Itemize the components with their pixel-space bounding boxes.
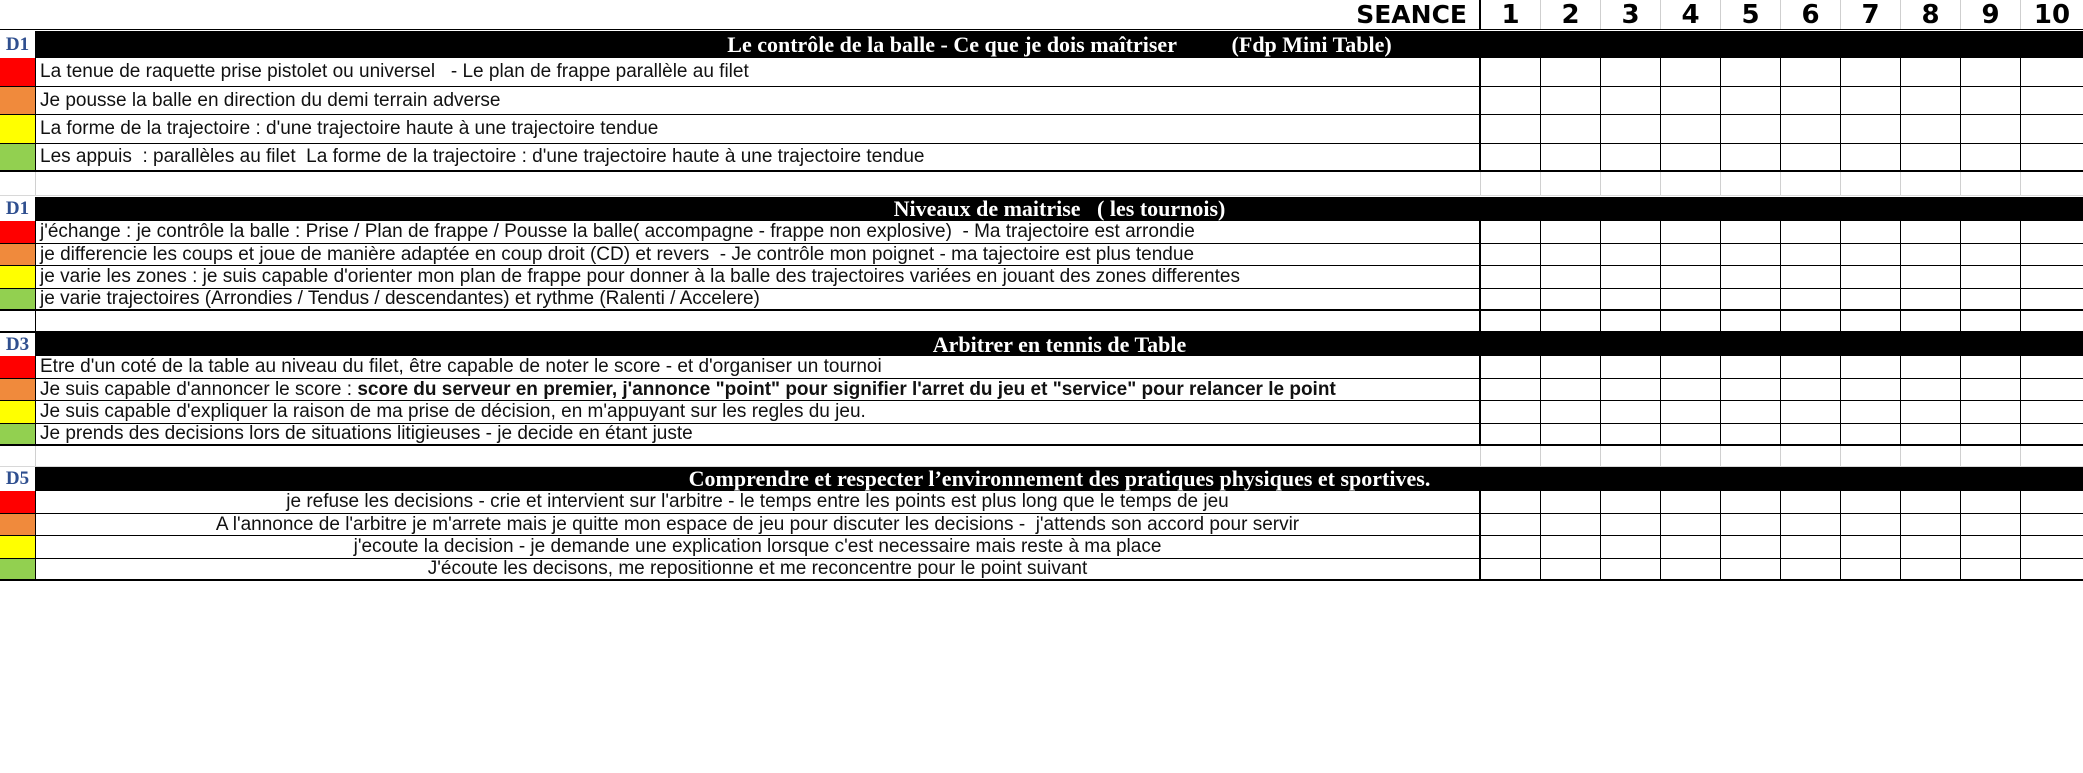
criterion-label: Je suis capable d'annoncer le score :	[40, 378, 358, 400]
session-checkbox-8[interactable]	[1901, 172, 1961, 195]
session-checkbox-4[interactable]	[1661, 221, 1721, 243]
session-checkbox-6[interactable]	[1781, 514, 1841, 536]
session-checkbox-4[interactable]	[1661, 514, 1721, 536]
session-checkbox-2[interactable]	[1541, 401, 1601, 423]
session-checkbox-5[interactable]	[1721, 491, 1781, 513]
criterion-emphasis: score du serveur en premier, j'annonce "point" pour signifier l'arret du jeu et "service" pour relancer le point	[357, 378, 1336, 400]
session-checkbox-8[interactable]	[1901, 356, 1961, 378]
session-checkbox-1[interactable]	[1481, 559, 1541, 580]
session-checkbox-8[interactable]	[1901, 446, 1961, 466]
session-checkbox-7[interactable]	[1841, 221, 1901, 243]
section-header	[0, 31, 2083, 58]
session-checkbox-6[interactable]	[1781, 115, 1841, 143]
session-checkbox-10[interactable]	[2021, 144, 2083, 171]
session-checkbox-9[interactable]	[1961, 244, 2021, 266]
session-checkbox-6[interactable]	[1781, 491, 1841, 513]
criterion-text	[36, 144, 1481, 171]
level-indicator-yellow	[0, 115, 36, 143]
session-checkbox-6[interactable]	[1781, 58, 1841, 86]
session-checkbox-1[interactable]	[1481, 266, 1541, 288]
level-indicator-orange	[0, 244, 36, 266]
session-checkbox-5[interactable]	[1721, 115, 1781, 143]
session-checkbox-8[interactable]	[1901, 266, 1961, 288]
level-indicator-red	[0, 221, 36, 243]
section-header	[0, 197, 2083, 221]
section-code: D5	[0, 467, 36, 491]
session-checkbox-7[interactable]	[1841, 491, 1901, 513]
session-checkbox-5[interactable]	[1721, 172, 1781, 195]
session-checkbox-10[interactable]	[2021, 356, 2083, 378]
spacer-row	[0, 311, 2083, 333]
session-number: 8	[1901, 0, 1961, 29]
criterion-text	[36, 379, 1481, 401]
level-indicator-red	[0, 491, 36, 513]
session-checkbox-8[interactable]	[1901, 144, 1961, 171]
section-header	[0, 333, 2083, 356]
session-checkbox-3[interactable]	[1601, 172, 1661, 195]
session-checkbox-4[interactable]	[1661, 559, 1721, 580]
session-checkbox-5[interactable]	[1721, 559, 1781, 580]
session-checkbox-1[interactable]	[1481, 401, 1541, 423]
session-checkbox-2[interactable]	[1541, 559, 1601, 580]
level-indicator-red	[0, 356, 36, 378]
session-number: 4	[1661, 0, 1721, 29]
session-checkbox-10[interactable]	[2021, 379, 2083, 401]
session-checkbox-6[interactable]	[1781, 311, 1841, 331]
session-checkbox-2[interactable]	[1541, 266, 1601, 288]
criterion-row	[0, 424, 2083, 447]
session-checkbox-10[interactable]	[2021, 401, 2083, 423]
spacer-text	[36, 311, 1481, 331]
session-checkbox-3[interactable]	[1601, 244, 1661, 266]
session-checkbox-4[interactable]	[1661, 144, 1721, 171]
session-checkbox-5[interactable]	[1721, 356, 1781, 378]
session-checkbox-2[interactable]	[1541, 356, 1601, 378]
session-checkbox-4[interactable]	[1661, 115, 1721, 143]
section-code: D1	[0, 31, 36, 58]
session-checkbox-9[interactable]	[1961, 58, 2021, 86]
session-number: 5	[1721, 0, 1781, 29]
session-checkbox-7[interactable]	[1841, 144, 1901, 171]
session-checkbox-10[interactable]	[2021, 514, 2083, 536]
level-indicator-yellow	[0, 401, 36, 423]
criterion-label: je differencie les coups et joue de manière adaptée en coup droit (CD) et revers - Je contrôle mon poignet - ma tajectoire est plus tendue	[40, 243, 1195, 265]
session-checkbox-4[interactable]	[1661, 172, 1721, 195]
session-checkbox-8[interactable]	[1901, 559, 1961, 580]
criterion-label: je varie trajectoires (Arrondies / Tendus / descendantes) et rythme (Ralenti / Accelere)	[40, 288, 760, 309]
session-checkbox-9[interactable]	[1961, 424, 2021, 445]
session-checkbox-5[interactable]	[1721, 266, 1781, 288]
session-checkbox-10[interactable]	[2021, 244, 2083, 266]
criterion-label: La forme de la trajectoire : d'une trajectoire haute à une trajectoire tendue	[40, 118, 659, 140]
session-checkbox-9[interactable]	[1961, 536, 2021, 558]
session-checkbox-10[interactable]	[2021, 115, 2083, 143]
session-checkbox-6[interactable]	[1781, 144, 1841, 171]
session-checkbox-2[interactable]	[1541, 244, 1601, 266]
criterion-text	[36, 491, 1481, 513]
spacer-indicator	[0, 311, 36, 331]
session-checkbox-8[interactable]	[1901, 311, 1961, 331]
session-checkbox-4[interactable]	[1661, 311, 1721, 331]
session-checkbox-10[interactable]	[2021, 446, 2083, 466]
session-number: 3	[1601, 0, 1661, 29]
criterion-label: Les appuis : parallèles au filet La forme de la trajectoire : d'une trajectoire haute à une trajectoire tendue	[40, 146, 925, 168]
session-checkbox-5[interactable]	[1721, 424, 1781, 445]
session-number: 9	[1961, 0, 2021, 29]
session-checkbox-8[interactable]	[1901, 424, 1961, 445]
session-checkbox-5[interactable]	[1721, 58, 1781, 86]
level-indicator-orange	[0, 87, 36, 115]
session-checkbox-7[interactable]	[1841, 289, 1901, 310]
session-checkbox-4[interactable]	[1661, 446, 1721, 466]
session-checkbox-7[interactable]	[1841, 379, 1901, 401]
session-checkbox-7[interactable]	[1841, 536, 1901, 558]
session-checkbox-7[interactable]	[1841, 87, 1901, 115]
level-indicator-yellow	[0, 266, 36, 288]
session-checkbox-9[interactable]	[1961, 221, 2021, 243]
criterion-row	[0, 514, 2083, 537]
session-checkbox-1[interactable]	[1481, 491, 1541, 513]
section-code: D3	[0, 333, 36, 356]
spacer-indicator	[0, 446, 36, 466]
session-checkbox-7[interactable]	[1841, 401, 1901, 423]
session-checkbox-9[interactable]	[1961, 311, 2021, 331]
criterion-text	[36, 289, 1481, 310]
criterion-label: je refuse les decisions - crie et intervient sur l'arbitre - le temps entre les points est plus long que le temps de jeu	[286, 491, 1229, 513]
session-number: 6	[1781, 0, 1841, 29]
session-checkbox-9[interactable]	[1961, 115, 2021, 143]
level-indicator-green	[0, 559, 36, 580]
session-checkbox-5[interactable]	[1721, 379, 1781, 401]
session-checkbox-10[interactable]	[2021, 536, 2083, 558]
session-checkbox-2[interactable]	[1541, 491, 1601, 513]
criterion-label: j'échange : je contrôle la balle : Prise / Plan de frappe / Pousse la balle( accompagne - frappe non explosive) - Ma trajectoire est arrondie	[40, 221, 1195, 243]
session-checkbox-4[interactable]	[1661, 401, 1721, 423]
session-checkbox-9[interactable]	[1961, 144, 2021, 171]
session-checkbox-9[interactable]	[1961, 401, 2021, 423]
session-checkbox-5[interactable]	[1721, 311, 1781, 331]
session-checkbox-8[interactable]	[1901, 115, 1961, 143]
session-checkbox-1[interactable]	[1481, 221, 1541, 243]
session-checkbox-8[interactable]	[1901, 401, 1961, 423]
session-checkbox-9[interactable]	[1961, 289, 2021, 310]
session-checkbox-1[interactable]	[1481, 311, 1541, 331]
criterion-row	[0, 221, 2083, 244]
session-checkbox-1[interactable]	[1481, 115, 1541, 143]
session-checkbox-7[interactable]	[1841, 311, 1901, 331]
session-checkbox-8[interactable]	[1901, 289, 1961, 310]
criterion-row	[0, 379, 2083, 402]
session-checkbox-3[interactable]	[1601, 266, 1661, 288]
session-checkbox-5[interactable]	[1721, 87, 1781, 115]
session-checkbox-3[interactable]	[1601, 424, 1661, 445]
session-checkbox-7[interactable]	[1841, 559, 1901, 580]
session-checkbox-2[interactable]	[1541, 514, 1601, 536]
level-indicator-green	[0, 424, 36, 445]
session-checkbox-10[interactable]	[2021, 311, 2083, 331]
criterion-text	[36, 514, 1481, 536]
session-checkbox-4[interactable]	[1661, 491, 1721, 513]
session-checkbox-2[interactable]	[1541, 221, 1601, 243]
session-checkbox-5[interactable]	[1721, 144, 1781, 171]
session-checkbox-6[interactable]	[1781, 221, 1841, 243]
session-checkbox-6[interactable]	[1781, 446, 1841, 466]
session-checkbox-10[interactable]	[2021, 559, 2083, 580]
criterion-text	[36, 115, 1481, 143]
session-checkbox-7[interactable]	[1841, 266, 1901, 288]
criterion-row	[0, 491, 2083, 514]
session-checkbox-1[interactable]	[1481, 356, 1541, 378]
criterion-text	[36, 536, 1481, 558]
session-checkbox-9[interactable]	[1961, 87, 2021, 115]
section-title: Le contrôle de la balle - Ce que je dois maîtriser (Fdp Mini Table)	[36, 31, 2083, 58]
session-checkbox-4[interactable]	[1661, 379, 1721, 401]
session-checkbox-10[interactable]	[2021, 289, 2083, 310]
criterion-text	[36, 424, 1481, 445]
criterion-label: Je suis capable d'expliquer la raison de ma prise de décision, en m'appuyant sur les regles du jeu.	[40, 401, 866, 423]
session-checkbox-4[interactable]	[1661, 356, 1721, 378]
level-indicator-yellow	[0, 536, 36, 558]
session-checkbox-2[interactable]	[1541, 379, 1601, 401]
session-checkbox-3[interactable]	[1601, 559, 1661, 580]
session-checkbox-10[interactable]	[2021, 58, 2083, 86]
session-checkbox-6[interactable]	[1781, 172, 1841, 195]
session-number: 7	[1841, 0, 1901, 29]
session-checkbox-6[interactable]	[1781, 266, 1841, 288]
session-checkbox-2[interactable]	[1541, 172, 1601, 195]
criterion-row	[0, 87, 2083, 116]
spacer-indicator	[0, 172, 36, 195]
session-checkbox-8[interactable]	[1901, 244, 1961, 266]
session-checkbox-5[interactable]	[1721, 446, 1781, 466]
session-checkbox-3[interactable]	[1601, 401, 1661, 423]
criterion-row	[0, 266, 2083, 289]
session-checkbox-8[interactable]	[1901, 514, 1961, 536]
session-checkbox-4[interactable]	[1661, 87, 1721, 115]
session-checkbox-1[interactable]	[1481, 144, 1541, 171]
session-checkbox-1[interactable]	[1481, 289, 1541, 310]
session-checkbox-3[interactable]	[1601, 379, 1661, 401]
session-checkbox-1[interactable]	[1481, 58, 1541, 86]
session-checkbox-3[interactable]	[1601, 491, 1661, 513]
session-checkbox-4[interactable]	[1661, 424, 1721, 445]
session-checkbox-7[interactable]	[1841, 244, 1901, 266]
session-checkbox-4[interactable]	[1661, 58, 1721, 86]
criterion-label: Je pousse la balle en direction du demi terrain adverse	[40, 89, 501, 111]
session-checkbox-6[interactable]	[1781, 559, 1841, 580]
spacer-row	[0, 172, 2083, 196]
session-checkbox-9[interactable]	[1961, 491, 2021, 513]
session-checkbox-5[interactable]	[1721, 514, 1781, 536]
session-checkbox-8[interactable]	[1901, 221, 1961, 243]
criterion-label: je varie les zones : je suis capable d'orienter mon plan de frappe pour donner à la balle des trajectoires variées en jouant des zones differentes	[40, 266, 1240, 288]
session-checkbox-1[interactable]	[1481, 172, 1541, 195]
session-checkbox-8[interactable]	[1901, 491, 1961, 513]
criterion-text	[36, 58, 1481, 86]
criterion-text	[36, 244, 1481, 266]
session-checkbox-3[interactable]	[1601, 221, 1661, 243]
criterion-row	[0, 244, 2083, 267]
session-number: 10	[2033, 0, 2071, 30]
level-indicator-red	[0, 58, 36, 86]
criterion-row	[0, 356, 2083, 379]
session-checkbox-10[interactable]	[2021, 87, 2083, 115]
criterion-row	[0, 401, 2083, 424]
session-checkbox-9[interactable]	[1961, 379, 2021, 401]
session-checkbox-6[interactable]	[1781, 356, 1841, 378]
session-checkbox-6[interactable]	[1781, 289, 1841, 310]
criterion-label: Etre d'un coté de la table au niveau du filet, être capable de noter le score - et d'organiser un tournoi	[40, 356, 882, 378]
session-checkbox-3[interactable]	[1601, 536, 1661, 558]
session-checkbox-1[interactable]	[1481, 244, 1541, 266]
session-checkbox-7[interactable]	[1841, 446, 1901, 466]
session-checkbox-1[interactable]	[1481, 536, 1541, 558]
section-title: Niveaux de maitrise ( les tournois)	[36, 197, 2083, 221]
session-checkbox-1[interactable]	[1481, 424, 1541, 445]
criterion-label: Je prends des decisions lors de situations litigieuses - je decide en étant juste	[40, 423, 693, 444]
section-header	[0, 467, 2083, 491]
session-checkbox-5[interactable]	[1721, 289, 1781, 310]
session-checkbox-4[interactable]	[1661, 266, 1721, 288]
session-checkbox-2[interactable]	[1541, 289, 1601, 310]
session-checkbox-2[interactable]	[1541, 58, 1601, 86]
session-checkbox-9[interactable]	[1961, 356, 2021, 378]
session-checkbox-1[interactable]	[1481, 87, 1541, 115]
session-checkbox-8[interactable]	[1901, 87, 1961, 115]
session-checkbox-2[interactable]	[1541, 424, 1601, 445]
spacer-text	[36, 172, 1481, 195]
session-checkbox-3[interactable]	[1601, 58, 1661, 86]
level-indicator-orange	[0, 514, 36, 536]
session-checkbox-3[interactable]	[1601, 446, 1661, 466]
session-checkbox-4[interactable]	[1661, 536, 1721, 558]
spacer-text	[36, 446, 1481, 466]
session-number: 1	[1481, 0, 1541, 29]
section-title: Comprendre et respecter l’environnement des pratiques physiques et sportives.	[36, 467, 2083, 491]
session-checkbox-2[interactable]	[1541, 536, 1601, 558]
criterion-row	[0, 289, 2083, 312]
session-checkbox-1[interactable]	[1481, 514, 1541, 536]
session-checkbox-9[interactable]	[1961, 559, 2021, 580]
session-checkbox-6[interactable]	[1781, 424, 1841, 445]
criterion-label: j'ecoute la decision - je demande une explication lorsque c'est necessaire mais reste à ma place	[353, 536, 1162, 558]
session-checkbox-8[interactable]	[1901, 58, 1961, 86]
session-number: 2	[1541, 0, 1601, 29]
criterion-text	[36, 401, 1481, 423]
criterion-row	[0, 58, 2083, 87]
session-checkbox-2[interactable]	[1541, 144, 1601, 171]
session-checkbox-9[interactable]	[1961, 172, 2021, 195]
session-checkbox-6[interactable]	[1781, 401, 1841, 423]
session-checkbox-6[interactable]	[1781, 87, 1841, 115]
level-indicator-green	[0, 289, 36, 310]
seance-label: SEANCE	[0, 0, 1481, 29]
session-checkbox-5[interactable]	[1721, 536, 1781, 558]
criterion-text	[36, 559, 1481, 580]
session-checkbox-10[interactable]	[2021, 172, 2083, 195]
criterion-text	[36, 356, 1481, 378]
seance-header-row	[0, 0, 2083, 30]
session-checkbox-5[interactable]	[1721, 244, 1781, 266]
criterion-row	[0, 536, 2083, 559]
session-checkbox-9[interactable]	[1961, 446, 2021, 466]
session-checkbox-8[interactable]	[1901, 379, 1961, 401]
criterion-label: A l'annonce de l'arbitre je m'arrete mais je quitte mon espace de jeu pour discuter les decisions - j'attends son accord pour servir	[215, 513, 1300, 535]
session-checkbox-6[interactable]	[1781, 244, 1841, 266]
session-checkbox-3[interactable]	[1601, 144, 1661, 171]
spacer-row	[0, 446, 2083, 467]
session-checkbox-7[interactable]	[1841, 115, 1901, 143]
session-checkbox-3[interactable]	[1601, 514, 1661, 536]
criterion-row	[0, 144, 2083, 173]
session-checkbox-7[interactable]	[1841, 514, 1901, 536]
session-checkbox-4[interactable]	[1661, 244, 1721, 266]
session-checkbox-3[interactable]	[1601, 87, 1661, 115]
session-checkbox-6[interactable]	[1781, 379, 1841, 401]
session-checkbox-2[interactable]	[1541, 311, 1601, 331]
criterion-label: La tenue de raquette prise pistolet ou universel - Le plan de frappe parallèle au filet	[40, 61, 749, 83]
session-checkbox-4[interactable]	[1661, 289, 1721, 310]
session-checkbox-3[interactable]	[1601, 311, 1661, 331]
session-checkbox-9[interactable]	[1961, 266, 2021, 288]
session-checkbox-10[interactable]	[2021, 266, 2083, 288]
session-checkbox-2[interactable]	[1541, 115, 1601, 143]
session-checkbox-7[interactable]	[1841, 58, 1901, 86]
session-checkbox-3[interactable]	[1601, 289, 1661, 310]
criterion-text	[36, 266, 1481, 288]
session-checkbox-10[interactable]	[2021, 221, 2083, 243]
session-checkbox-7[interactable]	[1841, 172, 1901, 195]
session-checkbox-2[interactable]	[1541, 446, 1601, 466]
session-checkbox-8[interactable]	[1901, 536, 1961, 558]
session-checkbox-7[interactable]	[1841, 356, 1901, 378]
session-checkbox-5[interactable]	[1721, 221, 1781, 243]
session-checkbox-6[interactable]	[1781, 536, 1841, 558]
criterion-text	[36, 87, 1481, 115]
session-checkbox-3[interactable]	[1601, 356, 1661, 378]
level-indicator-orange	[0, 379, 36, 401]
criterion-row	[0, 559, 2083, 582]
level-indicator-green	[0, 144, 36, 171]
criterion-label: J'écoute les decisons, me repositionne et me reconcentre pour le point suivant	[427, 558, 1088, 579]
session-checkbox-3[interactable]	[1601, 115, 1661, 143]
criterion-row	[0, 115, 2083, 144]
section-code: D1	[0, 197, 36, 221]
session-checkbox-9[interactable]	[1961, 514, 2021, 536]
session-checkbox-1[interactable]	[1481, 379, 1541, 401]
session-checkbox-1[interactable]	[1481, 446, 1541, 466]
criterion-text	[36, 221, 1481, 243]
session-checkbox-7[interactable]	[1841, 424, 1901, 445]
section-title: Arbitrer en tennis de Table	[36, 333, 2083, 356]
session-checkbox-2[interactable]	[1541, 87, 1601, 115]
session-checkbox-5[interactable]	[1721, 401, 1781, 423]
session-checkbox-10[interactable]	[2021, 491, 2083, 513]
session-checkbox-10[interactable]	[2021, 424, 2083, 445]
